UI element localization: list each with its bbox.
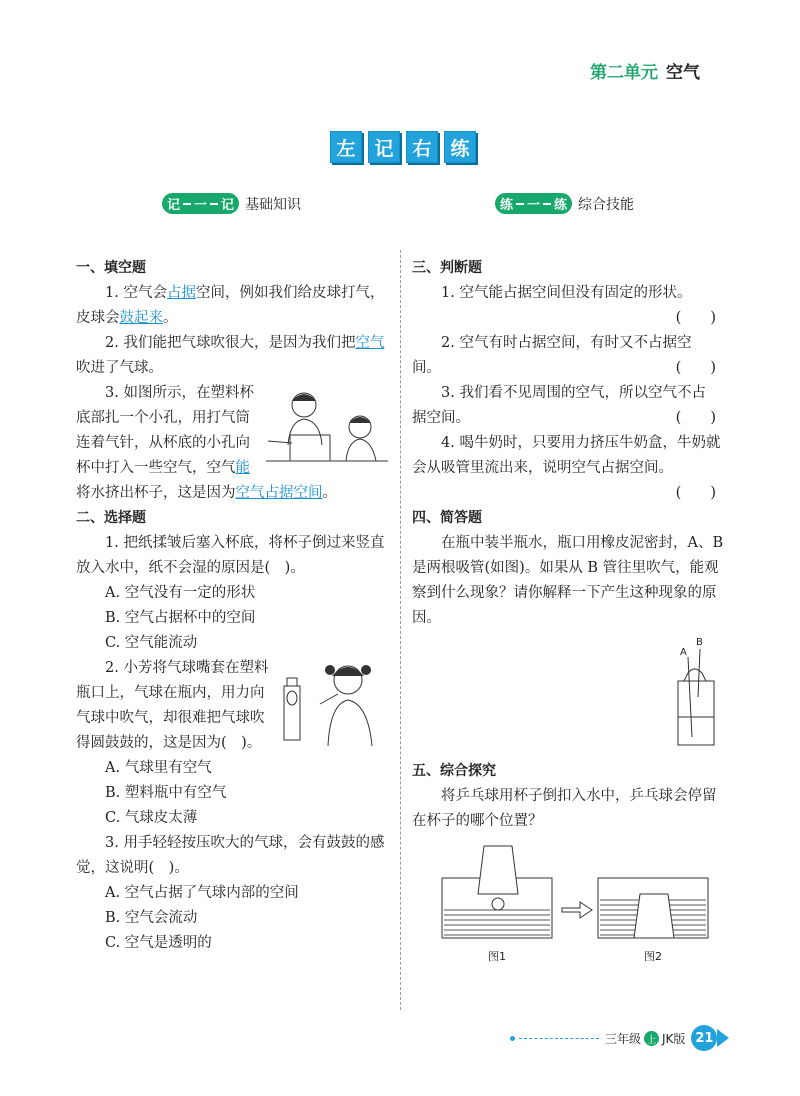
choice-question-3: 3. 用手轻轻按压吹大的气球，会有鼓鼓的感觉，这说明( )。 [76, 835, 385, 876]
judge-answer-box[interactable]: ( ) [675, 360, 716, 376]
boys-experiment-illustration [262, 385, 392, 477]
answer-blank[interactable]: 占据 [166, 285, 196, 301]
judge-answer-box[interactable]: ( ) [675, 410, 716, 426]
short-answer-question: 在瓶中装半瓶水，瓶口用橡皮泥密封，A、B 是两根吸管(如图)。如果从 B 管往里吹气，能观察到什么现象？请你解释一下产生这种现象的原因。 [412, 535, 724, 626]
answer-blank[interactable]: 鼓起来 [119, 310, 163, 326]
label-b: B [696, 637, 703, 648]
banner-char: 练 [444, 131, 476, 163]
page-footer [510, 1025, 729, 1051]
option-b[interactable]: B. 空气占据杯中的空间 [105, 610, 256, 626]
term-badge: 上 [644, 1031, 659, 1046]
figure-2-caption: 图2 [644, 950, 662, 963]
unit-title [590, 58, 700, 83]
pill-char: 记 [221, 198, 235, 213]
banner-char: 右 [406, 131, 438, 163]
choice-question-2: 2. 小芳将气球嘴套在塑料瓶口上，气球在瓶内，用力向气球中吹气，却很难把气球吹得圆鼓鼓的，这是因为( )。 [76, 656, 392, 756]
right-column [412, 256, 730, 977]
grade-label: 三年级 [605, 1031, 642, 1046]
unit-number: 第二单元 [590, 63, 658, 83]
cup-pingpong-diagram [412, 838, 722, 968]
pill-char: 练 [554, 198, 568, 213]
figure-1-caption: 图1 [488, 950, 506, 963]
section-title-fill: 一、填空题 [76, 260, 146, 276]
bottle-figure-area [412, 631, 730, 759]
section-title-explore: 五、综合探究 [412, 763, 496, 779]
option-a[interactable]: A. 气球里有空气 [105, 760, 212, 776]
section-pill [162, 193, 239, 214]
answer-blank[interactable]: 空气 [355, 335, 385, 351]
page-number: 21 [691, 1025, 717, 1051]
judge-answer-box[interactable]: ( ) [675, 310, 716, 326]
option-a[interactable]: A. 空气没有一定的形状 [105, 585, 256, 601]
option-c[interactable]: C. 空气是透明的 [105, 935, 212, 951]
option-b[interactable]: B. 空气会流动 [105, 910, 198, 926]
fill-question-1: 1. 空气会占据空间，例如我们给皮球打气，皮球会鼓起来。 [76, 285, 385, 326]
unit-topic: 空气 [666, 63, 700, 83]
answer-blank[interactable]: 能 [235, 460, 250, 476]
section-label: 基础知识 [245, 196, 302, 213]
option-b[interactable]: B. 塑料瓶中有空气 [105, 785, 227, 801]
pill-char: 练 [500, 198, 514, 213]
answer-blank[interactable]: 空气占据空间 [235, 485, 323, 501]
footer-line [519, 1038, 599, 1039]
judge-answer-box[interactable]: ( ) [675, 485, 716, 501]
footer-dot [510, 1036, 515, 1041]
pill-char: 一 [194, 198, 208, 213]
right-section-heading [495, 193, 634, 214]
left-column [76, 256, 392, 956]
option-c[interactable]: C. 气球皮太薄 [105, 810, 198, 826]
girl-bottle-illustration [280, 658, 392, 748]
fill-question-2: 2. 我们能把气球吹很大，是因为我们把空气吹进了气球。 [76, 335, 385, 376]
judge-item-3: 3. 我们看不见周围的空气，所以空气不占据空间。 [412, 385, 706, 426]
label-a: A [680, 647, 687, 658]
section-pill [495, 193, 572, 214]
bottle-straws-diagram [666, 637, 726, 757]
pill-char: 一 [527, 198, 541, 213]
banner-char: 记 [368, 131, 400, 163]
fill-question-3: 3. 如图所示，在塑料杯底部扎一个小孔，用打气筒连着气针，从杯底的小孔向杯中打入一些空气，空气能将水挤出杯子，这是因为空气占据空间。 [76, 381, 392, 506]
page-banner [330, 131, 476, 163]
judge-item-1: 1. 空气能占据空间但没有固定的形状。 [441, 285, 692, 301]
judge-item-2: 2. 空气有时占据空间，有时又不占据空间。 [412, 335, 692, 376]
column-divider [400, 250, 401, 1010]
choice-question-1: 1. 把纸揉皱后塞入杯底，将杯子倒过来竖直放入水中，纸不会湿的原因是( )。 [76, 535, 385, 576]
page-arrow-icon [717, 1029, 729, 1047]
judge-item-4: 4. 喝牛奶时，只要用力挤压牛奶盒，牛奶就会从吸管里流出来，说明空气占据空间。 [412, 435, 721, 476]
section-title-short-answer: 四、简答题 [412, 510, 482, 526]
section-title-judge: 三、判断题 [412, 260, 482, 276]
left-section-heading [162, 193, 301, 214]
section-title-choice: 二、选择题 [76, 510, 146, 526]
banner-char: 左 [330, 131, 362, 163]
edition-label: JK版 [662, 1031, 686, 1046]
option-c[interactable]: C. 空气能流动 [105, 635, 198, 651]
option-a[interactable]: A. 空气占据了气球内部的空间 [105, 885, 299, 901]
pill-char: 记 [167, 198, 181, 213]
explore-question: 将乒乓球用杯子倒扣入水中，乒乓球会停留在杯子的哪个位置？ [412, 788, 717, 829]
section-label: 综合技能 [578, 196, 635, 213]
